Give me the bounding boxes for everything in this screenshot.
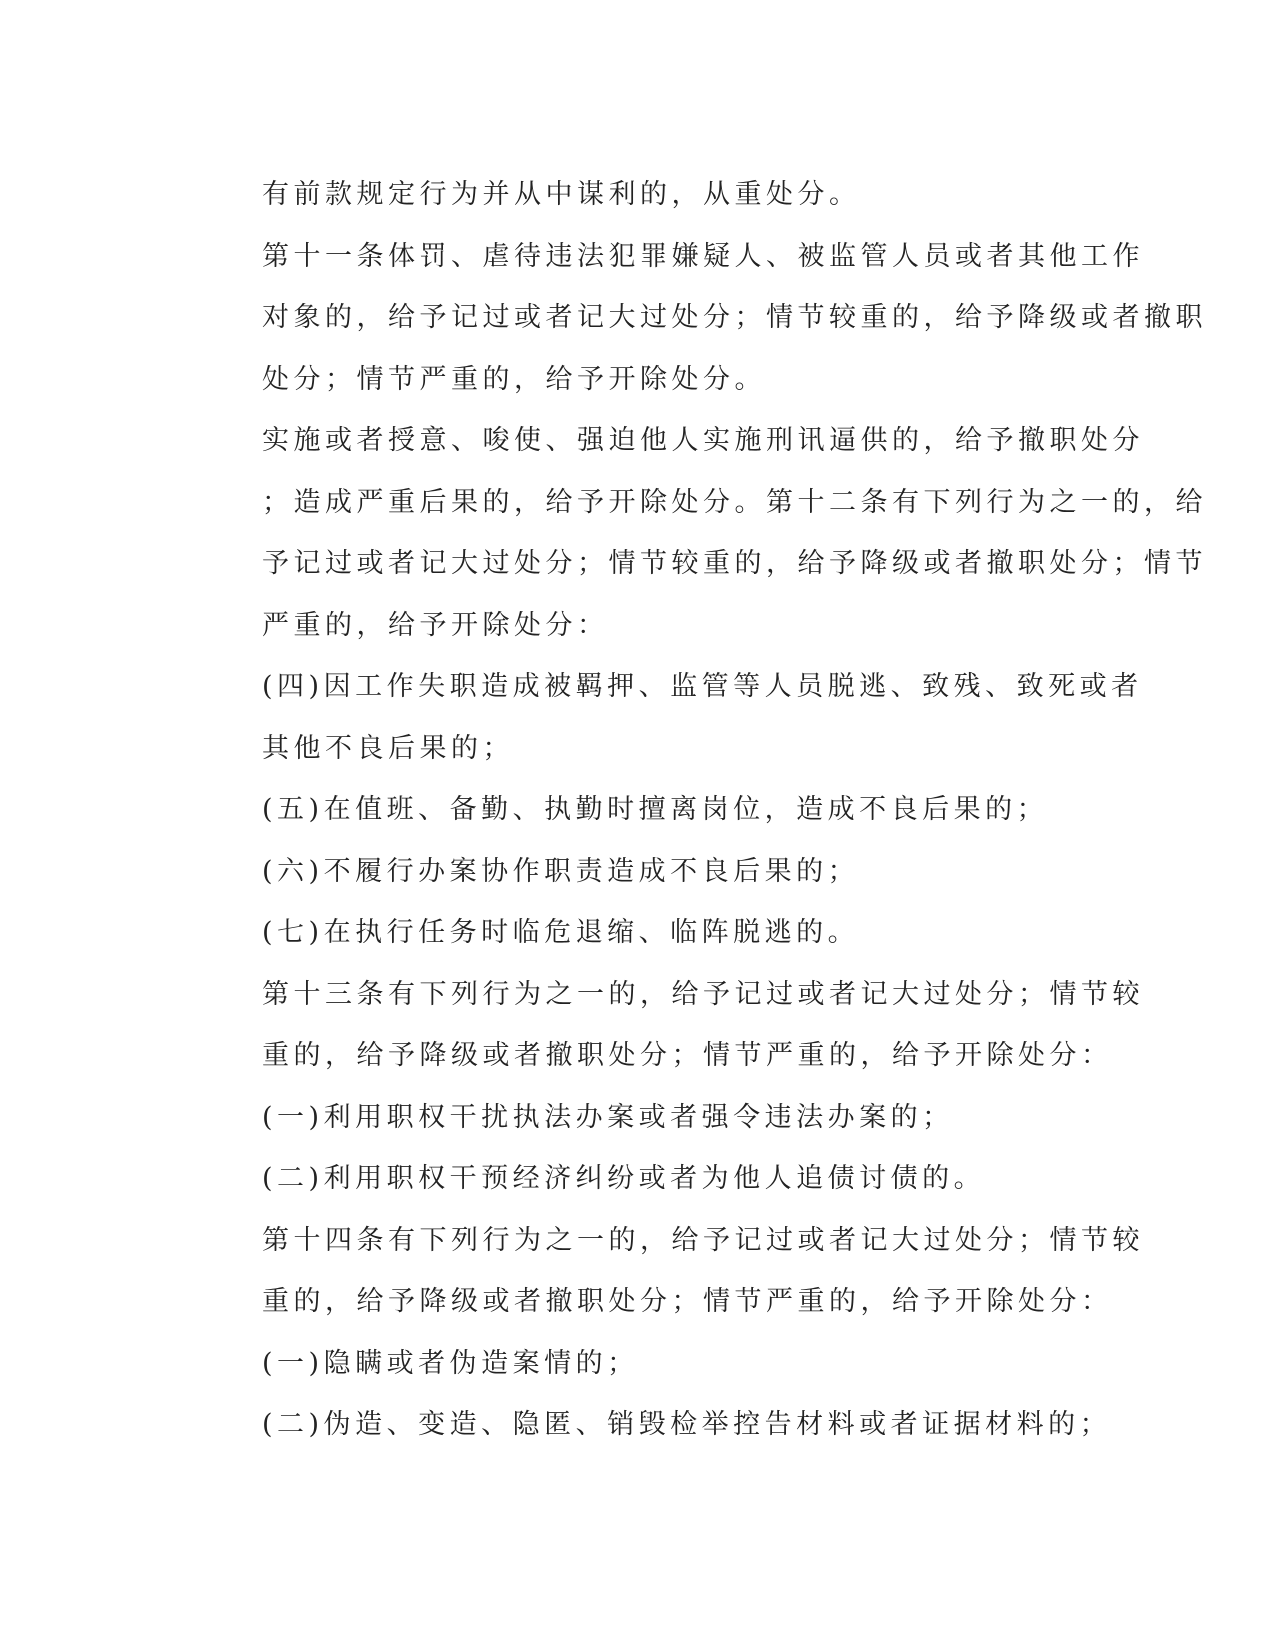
text-line: (六)不履行办案协作职责造成不良后果的； bbox=[262, 855, 860, 887]
text-line: (七)在执行任务时临危退缩、临阵脱逃的。 bbox=[262, 917, 860, 948]
paragraph bbox=[189, 902, 1069, 964]
text-line: 对象的，给予记过或者记大过处分；情节较重的，给予降级或者撤职 bbox=[262, 302, 1207, 333]
paragraph bbox=[189, 1087, 1069, 1149]
paragraph bbox=[189, 1148, 1069, 1210]
text-line: (二)利用职权干预经济纠纷或者为他人追债讨债的。 bbox=[262, 1163, 986, 1194]
paragraph bbox=[189, 841, 1069, 903]
paragraph bbox=[189, 656, 1143, 779]
text-line: 其他不良后果的； bbox=[262, 732, 514, 764]
text-line: (五)在值班、备勤、执勤时擅离岗位，造成不良后果的； bbox=[262, 794, 1049, 825]
text-line: 予记过或者记大过处分；情节较重的，给予降级或者撤职处分；情节 bbox=[262, 548, 1207, 579]
paragraph bbox=[189, 1210, 1144, 1333]
paragraph bbox=[189, 779, 1069, 841]
text-line: (一)隐瞒或者伪造案情的； bbox=[262, 1347, 639, 1379]
text-line: 第十一条体罚、虐待违法犯罪嫌疑人、被监管人员或者其他工作 bbox=[262, 240, 1144, 272]
text-line: 重的，给予降级或者撤职处分；情节严重的，给予开除处分： bbox=[262, 1040, 1113, 1071]
paragraph bbox=[189, 1333, 1069, 1395]
paragraph bbox=[189, 410, 1207, 656]
text-line: (一)利用职权干扰执法办案或者强令违法办案的； bbox=[262, 1101, 954, 1133]
text-line: 第十三条有下列行为之一的，给予记过或者记大过处分；情节较 bbox=[262, 978, 1144, 1010]
text-line: 重的，给予降级或者撤职处分；情节严重的，给予开除处分： bbox=[262, 1286, 1113, 1317]
paragraph bbox=[189, 226, 1207, 411]
text-line: (四)因工作失职造成被羁押、监管等人员脱逃、致残、致死或者 bbox=[262, 671, 1143, 702]
text-line: 有前款规定行为并从中谋利的，从重处分。 bbox=[262, 179, 861, 210]
text-line: 严重的，给予开除处分： bbox=[262, 609, 609, 641]
text-line: (二)伪造、变造、隐匿、销毁检举控告材料或者证据材料的； bbox=[262, 1409, 1112, 1440]
paragraph bbox=[189, 164, 1069, 226]
document-body bbox=[189, 164, 1207, 1456]
text-line: ；造成严重后果的，给予开除处分。第十二条有下列行为之一的，给 bbox=[262, 486, 1207, 518]
text-line: 处分；情节严重的，给予开除处分。 bbox=[262, 363, 766, 395]
text-line: 实施或者授意、唆使、强迫他人实施刑讯逼供的，给予撤职处分 bbox=[262, 425, 1144, 456]
paragraph bbox=[189, 1394, 1112, 1456]
text-line: 第十四条有下列行为之一的，给予记过或者记大过处分；情节较 bbox=[262, 1224, 1144, 1256]
paragraph bbox=[189, 964, 1144, 1087]
